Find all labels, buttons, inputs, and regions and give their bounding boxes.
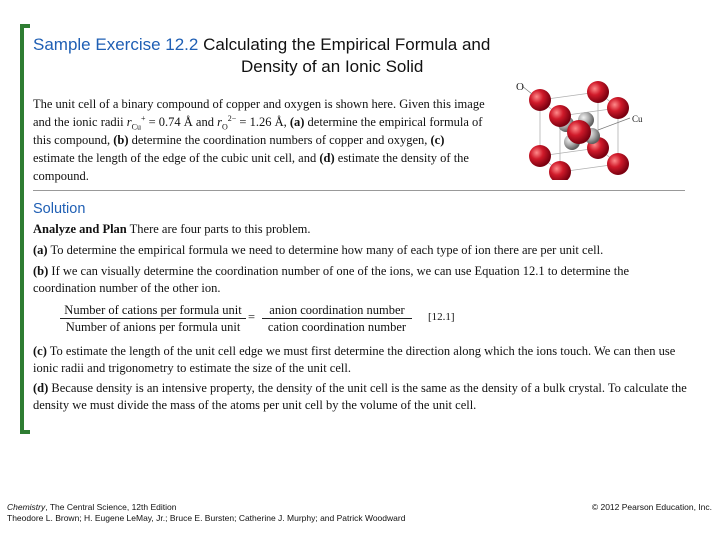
copper-label: Cu <box>632 114 643 124</box>
eq-denominator-right: cation coordination number <box>267 320 407 334</box>
cation-anion-ratio <box>60 302 246 335</box>
analyze-label: Analyze and Plan <box>33 222 127 236</box>
eq-denominator-left: Number of anions per formula unit <box>65 320 241 334</box>
solution-part-b <box>33 263 693 297</box>
sol-b-text: If we can visually determine the coordination number of one of the ions, we can use Equation 12.1 to determine the coordination number of the other ion. <box>33 264 630 295</box>
radius-symbol-o: r <box>217 115 222 129</box>
sol-a-label: (a) <box>33 243 48 257</box>
title-line2: Density of an Ionic Solid <box>241 57 424 76</box>
center-oxygen-atom <box>567 120 591 144</box>
book-authors: Theodore L. Brown; H. Eugene LeMay, Jr.; Bruce E. Bursten; Catherine J. Murphy; and Patrick Woodward <box>7 513 406 523</box>
title-line1: Calculating the Empirical Formula and <box>198 35 491 54</box>
solution-part-c <box>33 343 693 377</box>
part-c-label: (c) <box>430 133 445 147</box>
sol-d-text: Because density is an intensive property, the density of the unit cell is the same as the density of a bulk crystal. To calculate the density we must divide the mass of the atoms per unit cell by the volume of the unit cell. <box>33 381 687 412</box>
radius-symbol-cu: r <box>126 115 132 129</box>
part-b-label: (b) <box>113 133 129 147</box>
sol-d-label: (d) <box>33 381 49 395</box>
part-b-text: determine the coordination numbers of copper and oxygen, <box>128 133 431 147</box>
eq-numerator-right: anion coordination number <box>262 302 412 319</box>
unit-cell-image <box>508 72 678 180</box>
equals-sign: = <box>248 310 256 324</box>
divider <box>33 190 685 191</box>
eq-numerator-left: Number of cations per formula unit <box>60 302 246 319</box>
sol-b-label: (b) <box>33 264 49 278</box>
equation-12-1 <box>60 302 460 336</box>
sol-a-text: To determine the empirical formula we need to determine how many of each type of ion there are per unit cell. <box>47 243 604 257</box>
analyze-text: There are four parts to this problem. <box>126 222 311 236</box>
problem-text-2: = 0.74 Å and <box>145 115 218 129</box>
problem-text-3: = 1.26 Å, <box>236 115 290 129</box>
part-d-label: (d) <box>319 151 335 165</box>
sol-c-text: To estimate the length of the unit cell edge we must first determine the direction along which the ions touch. We can then use ionic radii and trigonometry to estimate the size of the unit cell. <box>33 344 676 375</box>
cu-subscript: Cu <box>131 122 141 132</box>
problem-text-1: The unit cell of a binary compound of copper and oxygen is shown here. Given this image and the ionic radii <box>33 97 485 129</box>
cu-charge: + <box>140 113 146 123</box>
part-d-text: estimate the density of the compound. <box>33 151 469 183</box>
solution-heading: Solution <box>33 201 86 217</box>
solution-part-a <box>33 242 693 259</box>
o-subscript: O <box>221 122 228 132</box>
footer-citation <box>7 502 405 524</box>
part-a-text: determine the empirical formula of this compound, <box>33 115 483 147</box>
book-subtitle: , The Central Science <box>45 502 127 512</box>
sol-c-label: (c) <box>33 344 47 358</box>
problem-statement <box>33 95 489 185</box>
o-charge: 2− <box>227 113 237 123</box>
coordination-ratio <box>262 302 412 335</box>
part-c-text: estimate the length of the edge of the cubic unit cell, and <box>33 151 320 165</box>
part-a-label: (a) <box>289 115 305 129</box>
solution-part-d <box>33 380 693 414</box>
oxygen-label: O <box>516 81 524 93</box>
footer-copyright: © 2012 Pearson Education, Inc. <box>591 502 712 512</box>
analyze-paragraph <box>33 221 693 238</box>
book-edition: , 12th Edition <box>126 502 177 512</box>
green-bracket <box>20 24 30 434</box>
title-lead: Sample Exercise 12.2 <box>33 35 199 54</box>
book-title: Chemistry <box>7 502 46 512</box>
equation-number: [12.1] <box>428 311 455 323</box>
